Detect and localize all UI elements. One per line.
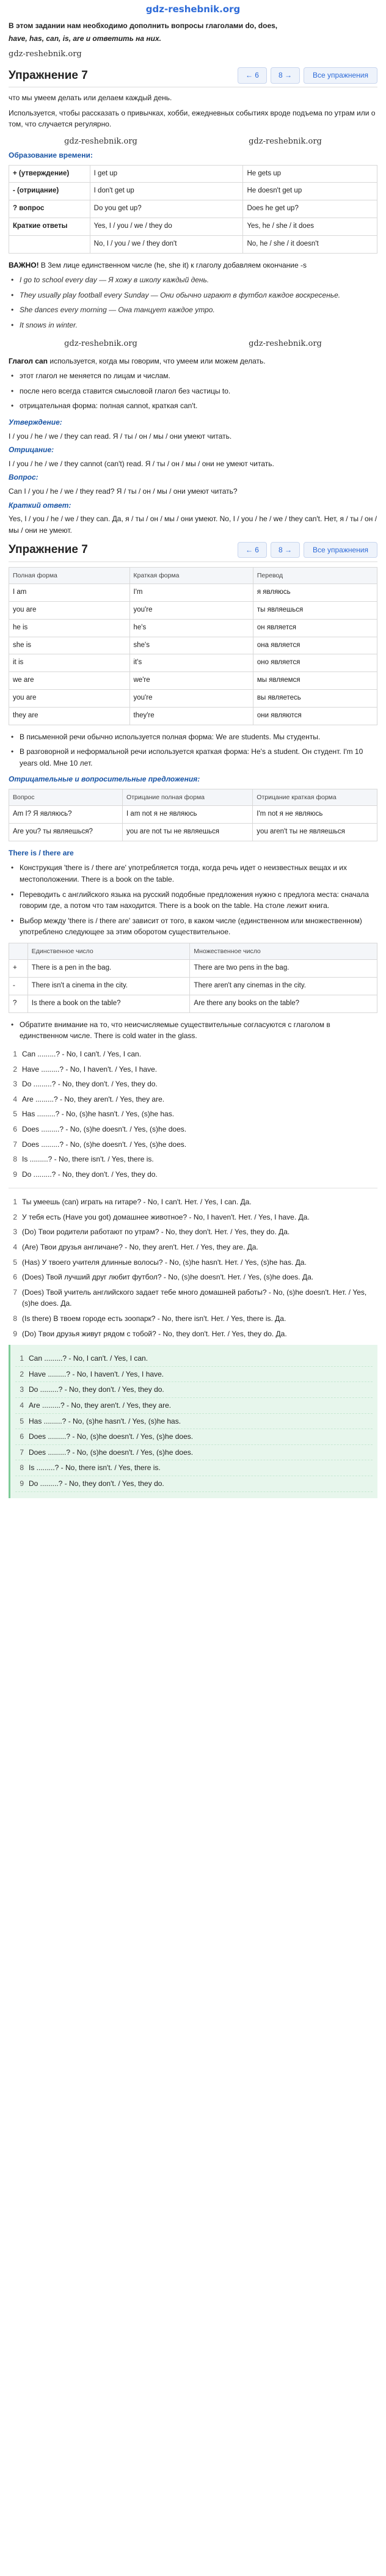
there-cell: There are two pens in the bag. xyxy=(190,960,377,978)
be-cell: ты являешься xyxy=(253,601,377,619)
item-text: Have .........? - No, I haven't. / Yes, I have. xyxy=(29,1369,164,1378)
exercise-item xyxy=(9,1137,377,1152)
item-number: 1 xyxy=(13,1049,17,1058)
formation-row xyxy=(9,183,377,200)
there-cell: - xyxy=(9,978,28,995)
there-row xyxy=(9,960,377,978)
task-intro: В этом задании нам необходимо дополнить вопросы глаголами do, does, xyxy=(9,21,278,31)
question-text: Can I / you / he / we / they read? Я / ты / он / мы / они умеют читать? xyxy=(9,487,238,496)
item-number: 4 xyxy=(13,1243,17,1252)
exercise-item xyxy=(9,1047,377,1062)
can-bullet: • этот глагол не меняется по лицам и числам. xyxy=(9,370,377,382)
be-header: Краткая форма xyxy=(129,567,253,584)
exercise-item xyxy=(15,1382,373,1398)
formation-cell: Yes, he / she / it does xyxy=(243,218,377,235)
formation-row xyxy=(9,165,377,183)
item-text: Do .........? - No, they don't. / Yes, they do. xyxy=(29,1385,164,1394)
exercise-item xyxy=(9,1107,377,1122)
item-number: 5 xyxy=(13,1257,17,1267)
section-header-bottom xyxy=(9,538,377,562)
item-text: Can .........? - No, I can't. / Yes, I can. xyxy=(29,1354,148,1363)
formation-row-head: - (отрицание) xyxy=(9,183,90,200)
neg-q-label: Отрицательные и вопросительные предложения: xyxy=(9,775,200,784)
there-cell: There aren't any cinemas in the city. xyxy=(190,978,377,995)
there-bullets xyxy=(9,862,377,938)
item-text: Have .........? - No, I haven't. / Yes, I have. xyxy=(22,1064,158,1074)
item-text: У тебя есть (Have you got) домашнее животное? - No, I haven't. Нет. / Yes, I have. Да. xyxy=(22,1212,310,1221)
exercise-item xyxy=(9,1122,377,1137)
next-exercise-button[interactable]: 8 → xyxy=(271,542,300,558)
there-last-bullet: • Обратите внимание на то, что неисчисляемые существительные согласуются с глаголом в единственном числе. There is cold water in the glass. xyxy=(9,1019,377,1042)
formation-label: Образование времени: xyxy=(9,150,93,159)
question-label: Вопрос: xyxy=(9,473,38,482)
item-number: 8 xyxy=(13,1314,17,1323)
important-lead: ВАЖНО! xyxy=(9,260,39,269)
be-row xyxy=(9,707,377,725)
exercise-item xyxy=(9,1152,377,1167)
be-cell: she is xyxy=(9,637,130,654)
item-number: 8 xyxy=(13,1155,17,1164)
there-header xyxy=(9,943,28,960)
formation-cell: No, he / she / it doesn't xyxy=(243,235,377,253)
negq-cell: you aren't ты не являешься xyxy=(253,824,377,841)
item-text: Are .........? - No, they aren't. / Yes, they are. xyxy=(29,1401,172,1410)
item-number: 5 xyxy=(20,1416,24,1425)
be-cell: он является xyxy=(253,619,377,637)
be-cell: мы являемся xyxy=(253,672,377,690)
be-note: • В разговорной и неформальной речи используется краткая форма: He's a student. Он студент. I'm 10 years old. Мне 10 лет. xyxy=(9,746,377,769)
be-cell: he is xyxy=(9,619,130,637)
translation-list xyxy=(9,1195,377,1341)
site-header xyxy=(9,0,377,20)
be-cell: we are xyxy=(9,672,130,690)
be-cell: I am xyxy=(9,584,130,602)
formation-row xyxy=(9,235,377,253)
item-text: Do .........? - No, they don't. / Yes, they do. xyxy=(22,1080,158,1089)
exercise-item xyxy=(9,1167,377,1182)
exercise-item xyxy=(9,1092,377,1107)
exercise-item xyxy=(15,1351,373,1367)
neg-text: I / you / he / we / they cannot (can't) read. Я / ты / он / мы / они не умеют читать. xyxy=(9,459,274,468)
negq-header: Отрицание краткая форма xyxy=(253,789,377,806)
be-table xyxy=(9,567,377,725)
item-text: Has .........? - No, (s)he hasn't. / Yes, (s)he has. xyxy=(29,1416,181,1425)
item-text: Does .........? - No, (s)he doesn't. / Yes, (s)he does. xyxy=(22,1124,187,1133)
exercise-item xyxy=(15,1445,373,1461)
item-text: Are .........? - No, they aren't. / Yes, they are. xyxy=(22,1094,165,1103)
be-note: • В письменной речи обычно используется полная форма: We are students. Мы студенты. xyxy=(9,731,377,743)
item-number: 7 xyxy=(13,1287,17,1297)
be-cell: it is xyxy=(9,654,130,672)
exercise-list xyxy=(9,1047,377,1182)
important-text: В 3ем лице единственном числе (he, she it) к глаголу добавляем окончание -s xyxy=(40,260,307,269)
example-item: • It snows in winter. xyxy=(9,320,377,331)
negq-header: Отрицание полная форма xyxy=(123,789,253,806)
all-exercises-button[interactable]: Все упражнения xyxy=(304,67,377,84)
item-text: Is .........? - No, there isn't. / Yes, there is. xyxy=(29,1463,161,1473)
item-text: (Does) Твой лучший друг любит футбол? - No, (s)he doesn't. Нет. / Yes, (s)he does. Да. xyxy=(22,1273,314,1282)
there-row xyxy=(9,995,377,1012)
be-row xyxy=(9,690,377,708)
neg-q-table xyxy=(9,789,377,841)
item-number: 7 xyxy=(13,1140,17,1149)
item-number: 4 xyxy=(13,1094,17,1103)
item-number: 9 xyxy=(20,1479,24,1488)
be-row xyxy=(9,619,377,637)
short-answer-text: Yes, I / you / he / we / they can. Да, я / ты / он / мы / они умеют. No, I / you / he / we / they can't. Нет, я / ты / он / мы / они не умеют. xyxy=(9,514,377,535)
be-row xyxy=(9,637,377,654)
item-number: 1 xyxy=(13,1198,17,1207)
be-cell: you're xyxy=(129,690,253,708)
formation-row-head: + (утверждение) xyxy=(9,165,90,183)
item-text: (Has) У твоего учителя длинные волосы? - No, (s)he hasn't. Нет. / Yes, (s)he has. Да. xyxy=(22,1257,307,1267)
negq-cell: I am not я не являюсь xyxy=(123,806,253,824)
exercise-item xyxy=(9,1195,377,1210)
formation-cell: He gets up xyxy=(243,165,377,183)
formation-row-head xyxy=(9,235,90,253)
can-bullet: • отрицательная форма: полная cannot, краткая can't. xyxy=(9,400,377,412)
formation-row xyxy=(9,200,377,218)
formation-cell: Yes, I / you / we / they do xyxy=(90,218,243,235)
exercise-item xyxy=(15,1398,373,1414)
item-number: 2 xyxy=(20,1369,24,1378)
item-text: (Do) Твои родители работают по утрам? - No, they don't. Нет. / Yes, they do. Да. xyxy=(22,1228,290,1237)
there-header: Множественное число xyxy=(190,943,377,960)
item-text: (Does) Твой учитель английского задает тебе много домашней работы? - No, (s)he doesn't. Нет. / Yes, (s)he does. Да. xyxy=(22,1287,367,1308)
exercise-item xyxy=(9,1240,377,1255)
formation-row xyxy=(9,218,377,235)
there-header: Единственное число xyxy=(27,943,190,960)
there-bullet: • Выбор между 'there is / there are' зависит от того, в каком числе (единственном или множественном) употреблено следующее за этим оборотом существительное. xyxy=(9,915,377,938)
all-exercises-button[interactable]: Все упражнения xyxy=(304,542,377,558)
item-number: 3 xyxy=(13,1228,17,1237)
page-title: Упражнение 7 xyxy=(9,68,88,82)
negq-cell: I'm not я не являюсь xyxy=(253,806,377,824)
formation-cell: He doesn't get up xyxy=(243,183,377,200)
negq-header: Вопрос xyxy=(9,789,123,806)
section-header-top xyxy=(9,64,377,87)
exercise-item xyxy=(15,1429,373,1445)
be-cell: it's xyxy=(129,654,253,672)
item-number: 3 xyxy=(20,1385,24,1394)
item-text: Has .........? - No, (s)he hasn't. / Yes, (s)he has. xyxy=(22,1110,175,1119)
can-bullet: • после него всегда ставится смысловой глагол без частицы to. xyxy=(9,386,377,397)
there-cell: Are there any books on the table? xyxy=(190,995,377,1012)
item-text: Ты умеешь (can) играть на гитаре? - No, I can't. Нет. / Yes, I can. Да. xyxy=(22,1198,252,1207)
be-cell: я являюсь xyxy=(253,584,377,602)
be-cell: I'm xyxy=(129,584,253,602)
can-bullets xyxy=(9,370,377,412)
exercise-item xyxy=(9,1270,377,1285)
be-cell: you are xyxy=(9,690,130,708)
watermark-row: gdz-reshebnik.org gdz-reshebnik.org xyxy=(64,338,322,348)
important-note xyxy=(9,260,377,271)
be-cell: you're xyxy=(129,601,253,619)
item-text: Can .........? - No, I can't. / Yes, I can. xyxy=(22,1049,142,1058)
formation-cell: No, I / you / we / they don't xyxy=(90,235,243,253)
negq-cell: Am I? Я являюсь? xyxy=(9,806,123,824)
exercise-item xyxy=(9,1077,377,1092)
item-text: (Are) Твои друзья англичане? - No, they aren't. Нет. / Yes, they are. Да. xyxy=(22,1243,258,1252)
item-number: 9 xyxy=(13,1169,17,1179)
there-cell: ? xyxy=(9,995,28,1012)
exercise-item xyxy=(9,1210,377,1225)
item-text: Does .........? - No, (s)he doesn't. / Yes, (s)he does. xyxy=(29,1447,194,1457)
be-header: Перевод xyxy=(253,567,377,584)
watermark-row: gdz-reshebnik.org gdz-reshebnik.org xyxy=(64,136,322,146)
be-row xyxy=(9,601,377,619)
can-rule-text: используется, когда мы говорим, что умеем или можем делать. xyxy=(49,356,266,365)
exercise-item xyxy=(15,1367,373,1383)
be-notes xyxy=(9,731,377,769)
prev-exercise-button[interactable]: ← 6 xyxy=(238,67,267,84)
formation-cell: I get up xyxy=(90,165,243,183)
item-number: 3 xyxy=(13,1080,17,1089)
be-cell: we're xyxy=(129,672,253,690)
next-exercise-button[interactable]: 8 → xyxy=(271,67,300,84)
there-last-bullet-list xyxy=(9,1019,377,1042)
item-text: Is .........? - No, there isn't. / Yes, there is. xyxy=(22,1155,154,1164)
item-text: Does .........? - No, (s)he doesn't. / Yes, (s)he does. xyxy=(29,1432,194,1441)
be-row xyxy=(9,584,377,602)
formation-cell: I don't get up xyxy=(90,183,243,200)
exercise-nav xyxy=(238,542,377,558)
item-text: Does .........? - No, (s)he doesn't. / Yes, (s)he does. xyxy=(22,1140,187,1149)
negq-cell: Are you? ты являешься? xyxy=(9,824,123,841)
watermark: gdz-reshebnik.org xyxy=(9,49,82,59)
exercise-item xyxy=(15,1476,373,1492)
exercise-nav xyxy=(238,67,377,84)
there-cell: There isn't a cinema in the city. xyxy=(27,978,190,995)
item-number: 5 xyxy=(13,1110,17,1119)
there-cell: There is a pen in the bag. xyxy=(27,960,190,978)
item-number: 2 xyxy=(13,1212,17,1221)
negq-cell: you are not ты не являешься xyxy=(123,824,253,841)
item-number: 6 xyxy=(13,1124,17,1133)
formation-row-head: Краткие ответы xyxy=(9,218,90,235)
there-title: There is / there are xyxy=(9,848,74,857)
be-header: Полная форма xyxy=(9,567,130,584)
affirm-label: Утверждение: xyxy=(9,418,62,427)
exercise-item xyxy=(9,1255,377,1270)
example-item: • She dances every morning — Она танцует каждое утро. xyxy=(9,304,377,316)
prev-exercise-button[interactable]: ← 6 xyxy=(238,542,267,558)
can-rule-lead: Глагол can xyxy=(9,356,48,365)
item-text: (Is there) В твоем городе есть зоопарк? - No, there isn't. Нет. / Yes, there is. Да. xyxy=(22,1314,286,1323)
affirm-text: I / you / he / we / they can read. Я / ты / он / мы / они умеют читать. xyxy=(9,431,232,441)
exercise-item xyxy=(9,1224,377,1240)
example-item: • They usually play football every Sunday — Они обычно играют в футбол каждое воскресенье. xyxy=(9,290,377,301)
there-bullet: • Конструкция 'there is / there are' употребляется тогда, когда речь идет о неизвестных вещах и их местоположении. There is a book on the table. xyxy=(9,862,377,885)
item-text: Do .........? - No, they don't. / Yes, they do. xyxy=(22,1169,158,1179)
item-number: 6 xyxy=(20,1432,24,1441)
site-logo[interactable]: gdz-reshebnik.org xyxy=(145,4,241,15)
be-cell: they're xyxy=(129,707,253,725)
short-answer-label: Краткий ответ: xyxy=(9,500,71,510)
negq-row xyxy=(9,824,377,841)
item-number: 2 xyxy=(13,1064,17,1074)
answers-block xyxy=(9,1345,377,1498)
can-rule xyxy=(9,356,377,367)
item-number: 8 xyxy=(20,1463,24,1473)
be-cell: они являются xyxy=(253,707,377,725)
be-cell: they are xyxy=(9,707,130,725)
negq-row xyxy=(9,806,377,824)
be-cell: you are xyxy=(9,601,130,619)
answers-list xyxy=(15,1351,373,1491)
item-number: 6 xyxy=(13,1273,17,1282)
there-cell: Is there a book on the table? xyxy=(27,995,190,1012)
examples-list xyxy=(9,274,377,331)
item-text: Do .........? - No, they don't. / Yes, they do. xyxy=(29,1479,164,1488)
section-title: Упражнение 7 xyxy=(9,543,88,557)
neg-label: Отрицание: xyxy=(9,445,54,455)
exercise-item xyxy=(9,1285,377,1311)
there-cell: + xyxy=(9,960,28,978)
be-cell: она является xyxy=(253,637,377,654)
task-words: have, has, can, is, are и ответить на них. xyxy=(9,34,161,43)
there-table xyxy=(9,943,377,1013)
formation-row-head: ? вопрос xyxy=(9,200,90,218)
exercise-item xyxy=(9,1311,377,1326)
item-text: (Do) Твои друзья живут рядом с тобой? - No, they don't. Нет. / Yes, they do. Да. xyxy=(22,1329,287,1338)
there-row xyxy=(9,978,377,995)
example-item: • I go to school every day — Я хожу в школу каждый день. xyxy=(9,274,377,286)
formation-cell: Do you get up? xyxy=(90,200,243,218)
item-number: 1 xyxy=(20,1354,24,1363)
intro-top: что мы умеем делать или делаем каждый день. xyxy=(9,93,172,103)
exercise-item xyxy=(15,1460,373,1476)
be-cell: оно является xyxy=(253,654,377,672)
be-cell: вы являетесь xyxy=(253,690,377,708)
exercise-item xyxy=(9,1062,377,1077)
item-number: 7 xyxy=(20,1447,24,1457)
be-row xyxy=(9,672,377,690)
exercise-item xyxy=(9,1326,377,1342)
exercise-item xyxy=(15,1414,373,1430)
item-number: 9 xyxy=(13,1329,17,1338)
item-number: 4 xyxy=(20,1401,24,1410)
intro-text: Используется, чтобы рассказать о привычках, хобби, ежедневных событиях вроде подъема по утрам или о том, что случается регулярно. xyxy=(9,108,376,129)
formation-table xyxy=(9,165,377,254)
be-cell: she's xyxy=(129,637,253,654)
be-row xyxy=(9,654,377,672)
formation-cell: Does he get up? xyxy=(243,200,377,218)
be-cell: he's xyxy=(129,619,253,637)
there-bullet: • Переводить с английского языка на русский подобные предложения нужно с предлога места: сначала говорим где, а потом что там находится. There is a book on the table. На столе лежит книга. xyxy=(9,889,377,912)
